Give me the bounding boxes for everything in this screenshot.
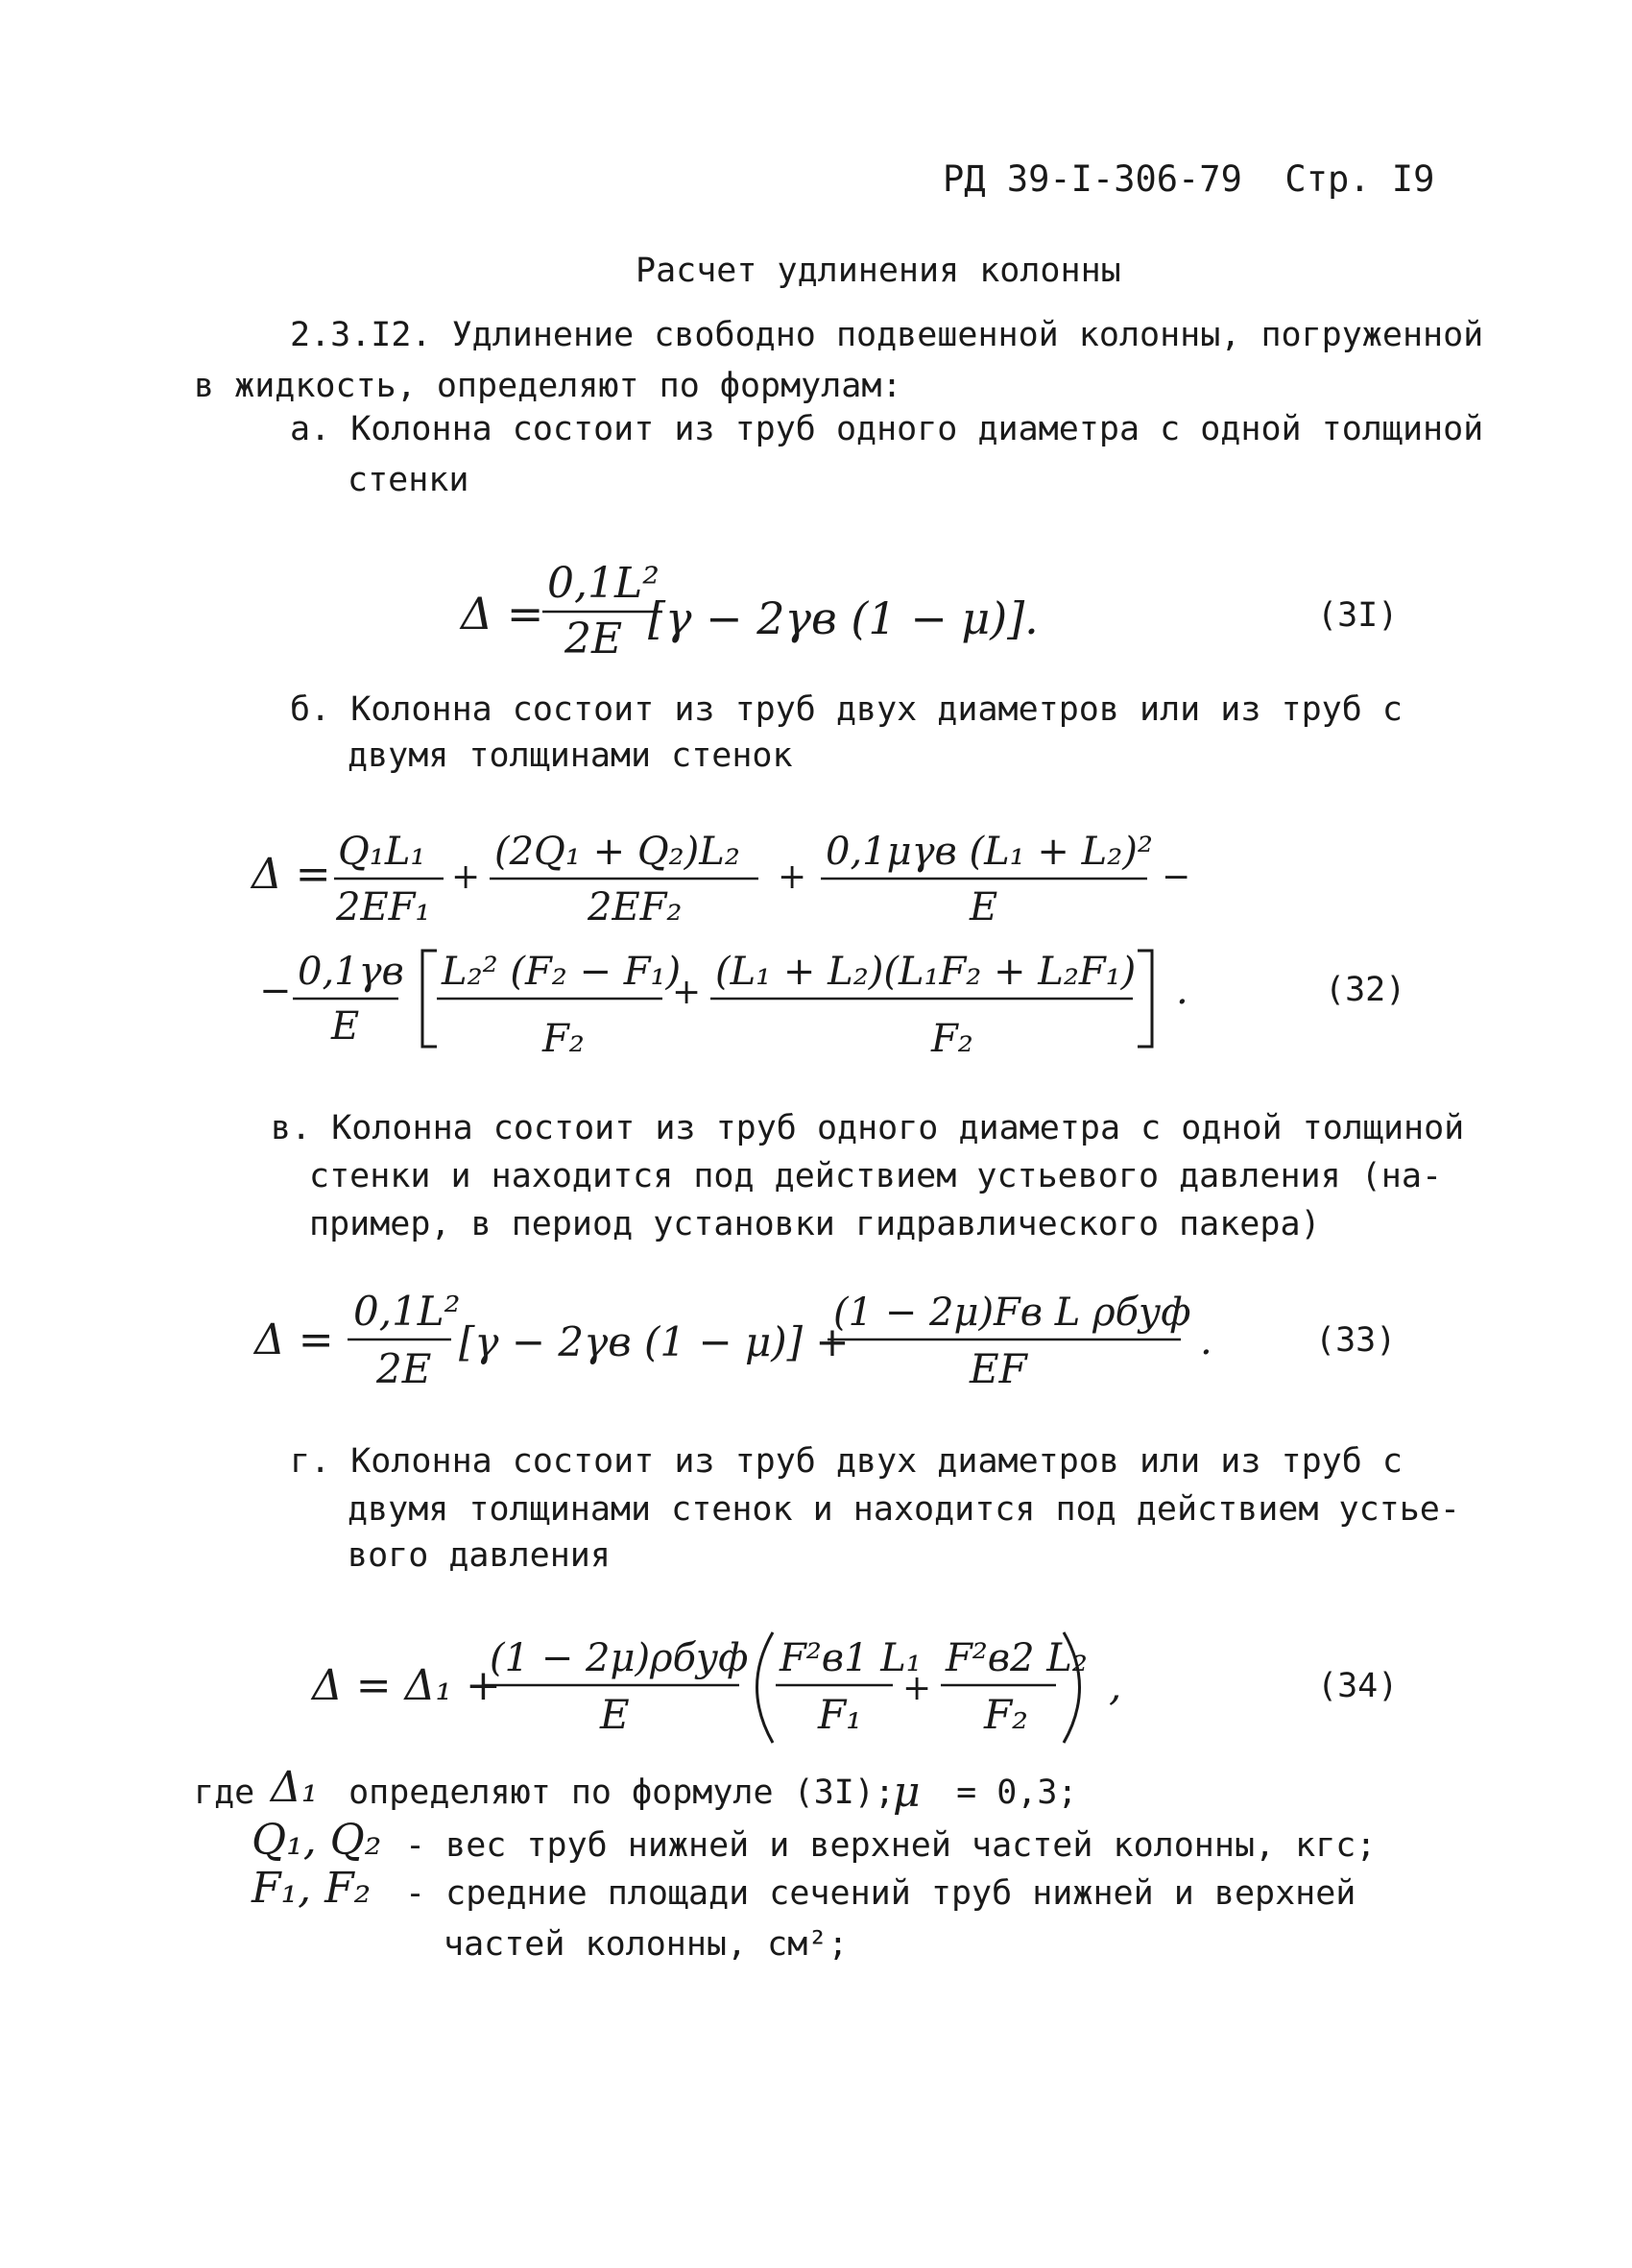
svg-text:(1 − 2μ)Fв L ρбуф: (1 − 2μ)Fв L ρбуф [833, 1291, 1191, 1335]
svg-text:F₂: F₂ [984, 1691, 1028, 1738]
svg-text:E: E [970, 885, 998, 929]
svg-text:+: + [902, 1669, 932, 1708]
svg-text:[γ − 2γв (1 − μ)] +: [γ − 2γв (1 − μ)] + [459, 1318, 850, 1365]
case-b-line: б. Колонна состоит из труб двух диаметров или из труб с [290, 690, 1403, 729]
case-g-line: г. Колонна состоит из труб двух диаметров или из труб с [290, 1442, 1403, 1481]
section-title: Расчет удлинения колонны [636, 252, 1121, 290]
svg-text:2EF₁: 2EF₁ [336, 885, 431, 929]
svg-text:F²в1 L₁: F²в1 L₁ [780, 1636, 922, 1680]
svg-text:,: , [1109, 1662, 1122, 1709]
svg-text:(L₁ + L₂)(L₁F₂ + L₂F₁): (L₁ + L₂)(L₁F₂ + L₂F₁) [715, 950, 1137, 994]
left-bracket [422, 951, 437, 1047]
equation-31 [459, 559, 1398, 664]
svg-text:(32): (32) [1325, 971, 1406, 1009]
svg-text:0,1L²: 0,1L² [547, 559, 660, 608]
equation-34 [310, 1632, 1398, 1743]
svg-text:Δ =: Δ = [461, 588, 544, 639]
case-a-line: стенки [348, 461, 469, 499]
svg-text:2E: 2E [564, 615, 623, 664]
where-text: определяют по формуле (3I); [328, 1773, 896, 1812]
case-a-line: а. Колонна состоит из труб одного диаметра с одной толщиной [290, 410, 1484, 448]
svg-text:−: − [259, 969, 292, 1013]
svg-text:Δ =: Δ = [254, 1315, 334, 1364]
mu-value: = 0,3; [936, 1773, 1078, 1812]
svg-text:Δ =: Δ = [252, 850, 331, 899]
svg-text:EF: EF [970, 1345, 1027, 1392]
svg-text:0,1γв: 0,1γв [298, 950, 404, 994]
svg-text:(3I): (3I) [1317, 596, 1399, 635]
svg-text:+: + [778, 857, 807, 897]
svg-text:F₂: F₂ [931, 1017, 973, 1061]
svg-text:−: − [1162, 857, 1191, 897]
equation-32 [250, 830, 1405, 1061]
svg-text:2EF₂: 2EF₂ [588, 885, 683, 929]
svg-text:(34): (34) [1317, 1667, 1399, 1705]
svg-text:F₁: F₁ [818, 1691, 862, 1738]
where-symbol: Δ₁ [271, 1763, 319, 1812]
legend-symbol: Q₁, Q₂ [252, 1816, 382, 1865]
case-b-line: двумя толщинами стенок [348, 736, 793, 775]
mu-symbol: μ [893, 1768, 921, 1817]
svg-text:(1 − 2μ)ρбуф: (1 − 2μ)ρбуф [490, 1636, 749, 1680]
page-header: РД 39-I-306-79 Стр. I9 [943, 158, 1435, 200]
legend-text: - вес труб нижней и верхней частей колонны, кгс; [405, 1826, 1377, 1865]
legend-symbol: F₁, F₂ [252, 1864, 372, 1913]
case-g-line: двумя толщинами стенок и находится под действием устье- [348, 1490, 1460, 1529]
left-paren [757, 1632, 774, 1743]
svg-text:+: + [672, 973, 702, 1012]
legend-text: частей колонны, см²; [444, 1925, 849, 1964]
case-v-line: в. Колонна состоит из труб одного диаметра с одной толщиной [271, 1109, 1465, 1147]
legend-text: - средние площади сечений труб нижней и верхней [405, 1874, 1356, 1913]
svg-text:0,1μγв (L₁ + L₂)²: 0,1μγв (L₁ + L₂)² [826, 830, 1153, 874]
svg-text:2E: 2E [376, 1345, 432, 1392]
case-v-line: стенки и находится под действием устьевого давления (на- [309, 1157, 1443, 1195]
svg-text:(2Q₁ + Q₂)L₂: (2Q₁ + Q₂)L₂ [494, 830, 740, 874]
svg-text:(33): (33) [1315, 1321, 1397, 1360]
svg-text:.: . [1176, 969, 1188, 1013]
where-prefix: где [194, 1773, 255, 1812]
svg-text:E: E [331, 1004, 360, 1049]
svg-text:L₂² (F₂ − F₁): L₂² (F₂ − F₁) [442, 950, 682, 994]
paragraph-line: в жидкость, определяют по формулам: [194, 367, 902, 405]
right-bracket [1138, 951, 1152, 1047]
svg-text:F²в2 L₂: F²в2 L₂ [946, 1636, 1088, 1680]
svg-text:+: + [451, 857, 481, 897]
svg-text:F₂: F₂ [542, 1017, 585, 1061]
svg-text:Δ = Δ₁ +: Δ = Δ₁ + [312, 1661, 501, 1710]
case-g-line: вого давления [348, 1536, 611, 1575]
svg-text:0,1L²: 0,1L² [353, 1288, 461, 1335]
case-v-line: пример, в период установки гидравлического пакера) [309, 1205, 1321, 1243]
svg-text:[γ − 2γв (1 − μ)].: [γ − 2γв (1 − μ)]. [648, 592, 1039, 644]
svg-text:.: . [1200, 1319, 1212, 1363]
svg-text:E: E [600, 1691, 630, 1738]
paragraph-line: 2.3.I2. Удлинение свободно подвешенной колонны, погруженной [290, 316, 1484, 354]
svg-text:Q₁L₁: Q₁L₁ [338, 830, 426, 874]
equation-33 [252, 1288, 1396, 1392]
